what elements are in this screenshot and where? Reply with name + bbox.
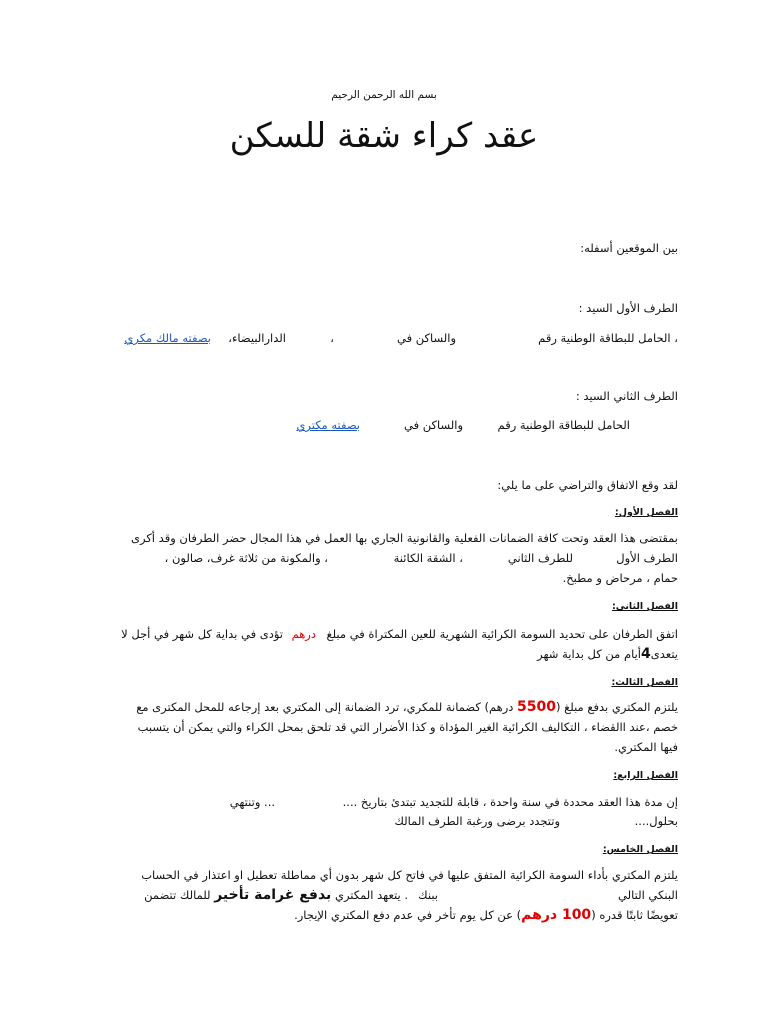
chapter1-line2-part2: للطرف الثاني <box>507 551 573 565</box>
chapter5-line2-part1: البنكي التالي <box>618 888 678 902</box>
document-title: عقد كراء شقة للسكن <box>229 116 539 156</box>
chapter4-line1-part2: ... وتنتهي <box>229 795 275 809</box>
chapter4-line1-part1: إن مدة هذا العقد محددة في سنة واحدة ، قابلة للتجديد تبتدئ بتاريخ .... <box>342 795 678 809</box>
chapter5-line2-part4: للمالك تتضمن <box>144 888 211 902</box>
chapter2-line1-part2: تؤدى في بداية كل شهر في أجل لا <box>121 627 283 641</box>
chapter3-line2: خصم ،عند االقضاء ، التكاليف الكرائية الغير المؤداة و كذا الأضرار التي قد تلحق بمحل الكراء والتي يمكن أن يتسبب <box>137 720 678 734</box>
chapter5-line2-part3: . يتعهد المكتري <box>334 888 408 902</box>
chapter5-heading: الفصل الخامس: <box>602 844 678 855</box>
chapter5-line2-part2: ببنك <box>418 888 438 902</box>
chapter4-line2-part1: بحلول.... <box>634 814 678 828</box>
chapter2-line2 <box>537 647 678 661</box>
chapter3-deposit-amount: 5500 <box>517 699 557 715</box>
chapter4-heading: الفصل الرابع: <box>613 770 678 781</box>
basmala: بسم الله الرحمن الرحيم <box>331 89 437 101</box>
chapter1-line2-part3: ، الشقة الكائنة <box>393 551 463 565</box>
chapter3-line1-part3: كضمانة للمكري، ترد الضمانة إلى المكتري بعد إرجاعه للمحل المكترى مع <box>136 700 481 714</box>
party1-id-text: ، الحامل للبطاقة الوطنية رقم <box>538 331 678 345</box>
chapter5-penalty-amount: 100 درهم <box>521 907 592 923</box>
chapter5-line3-part2: ) عن كل يوم تأخر في عدم دفع المكتري الإيجار. <box>294 908 522 922</box>
chapter1-line3: حمام ، مرحاض و مطبخ. <box>562 571 678 585</box>
chapter2-line2-part1: يتعدى <box>650 647 678 661</box>
chapter1-line2-part4: ، والمكونة من ثلاثة غرف، صالون ، <box>164 551 328 565</box>
party1-comma: ، <box>330 331 334 345</box>
chapter2-line2-part2: أيام من كل بداية شهر <box>537 647 641 661</box>
agreement-text: لقد وقع الاتفاق والتراضي على ما يلي: <box>497 478 678 492</box>
chapter4-line2-part2: وتتجدد برضى ورغبة الطرف المالك <box>394 814 560 828</box>
party1-role-link[interactable]: بصفته مالك مكري <box>124 331 211 345</box>
chapter2-days-number: 4 <box>640 646 651 662</box>
chapter2-heading: الفصل الثاني: <box>611 601 678 612</box>
party2-residing: والساكن في <box>404 418 463 432</box>
chapter5-line1: يلتزم المكتري بأداء السومة الكرائية المتفق عليها في فاتح كل شهر بدون أي مماطلة تعطيل او اعتذار في الحساب <box>141 868 678 882</box>
party1-label: الطرف الأول السيد : <box>578 301 678 315</box>
chapter5-penalty-bold: بدفع غرامة تأخير <box>214 887 332 903</box>
chapter3-line1-part1: يلتزم المكتري بدفع مبلغ ( <box>556 700 678 714</box>
chapter3-line1 <box>136 700 678 714</box>
chapter3-heading: الفصل الثالث: <box>611 677 678 688</box>
chapter1-line2-part1: الطرف الأول <box>616 551 678 565</box>
chapter1-line1: بمقتضى هذا العقد وتحت كافة الضمانات الفعلية والقانونية الجاري بها العمل في هذا المجال حضر الطرفان وقد أكرى <box>130 531 678 545</box>
party1-city: الدارالبيضاء، <box>228 331 286 345</box>
party1-residing: والساكن في <box>397 331 456 345</box>
chapter2-line1-part1: اتفق الطرفان على تحديد السومة الكرائية الشهرية للعين المكتراة في مبلغ <box>326 627 678 641</box>
party2-role-link[interactable]: بصفته مكتري <box>296 418 360 432</box>
party2-label: الطرف الثاني السيد : <box>575 389 678 403</box>
chapter5-line2-main <box>144 888 408 902</box>
chapter5-line3 <box>294 908 678 922</box>
intro-text: بين الموقعين أسفله: <box>580 241 678 255</box>
chapter3-line1-part2: درهم) <box>484 700 514 714</box>
chapter3-line3: فيها المكتري. <box>614 740 678 754</box>
party2-id-text: الحامل للبطاقة الوطنية رقم <box>497 418 630 432</box>
chapter5-line3-part1: تعويضًا ثابتًا قدره ( <box>591 908 678 922</box>
chapter1-heading: الفصل الأول: <box>614 507 678 518</box>
chapter2-currency: درهم <box>291 627 316 641</box>
